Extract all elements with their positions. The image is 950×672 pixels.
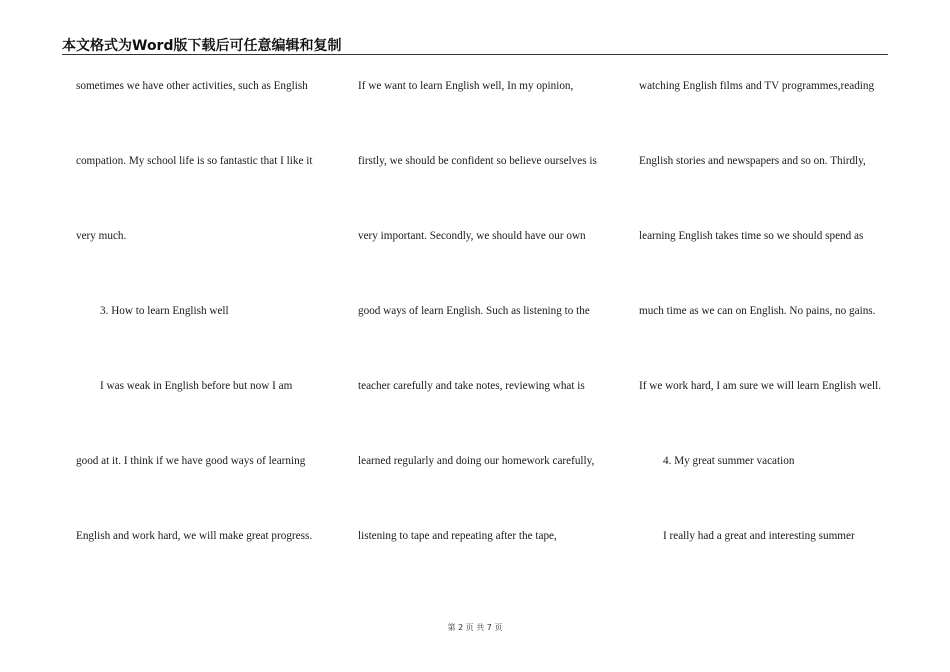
- text-line: If we want to learn English well, In my opinion,: [358, 80, 574, 92]
- text-line: learned regularly and doing our homework carefully,: [358, 455, 595, 467]
- text-line: good at it. I think if we have good ways of learning: [76, 455, 306, 467]
- page-header-title: 本文格式为Word版下载后可任意编辑和复制: [62, 38, 342, 54]
- text-line: good ways of learn English. Such as listening to the: [358, 305, 590, 317]
- text-line: listening to tape and repeating after the tape,: [358, 530, 557, 542]
- text-column-2: [358, 78, 613, 603]
- text-line: learning English takes time so we should spend as: [639, 230, 864, 242]
- text-line: compation. My school life is so fantastic that I like it: [76, 155, 313, 167]
- text-line: English stories and newspapers and so on. Thirdly,: [639, 155, 866, 167]
- text-column-3: [639, 78, 894, 603]
- text-line: very important. Secondly, we should have our own: [358, 230, 586, 242]
- text-line: If we work hard, I am sure we will learn English well.: [639, 380, 882, 392]
- page-number-footer: 第 2 页 共 7 页: [447, 623, 503, 632]
- text-line: very much.: [76, 230, 127, 242]
- text-line: watching English films and TV programmes,reading: [639, 80, 875, 92]
- page-header: [62, 33, 888, 55]
- paragraph-start-line: I really had a great and interesting summer: [663, 530, 855, 542]
- paragraph-start-line: I was weak in English before but now I am: [100, 380, 293, 392]
- text-line: much time as we can on English. No pains, no gains.: [639, 305, 876, 317]
- text-column-1: [76, 78, 331, 603]
- text-line: firstly, we should be confident so believe ourselves is: [358, 155, 597, 167]
- section-heading: 3. How to learn English well: [100, 305, 229, 317]
- text-line: teacher carefully and take notes, reviewing what is: [358, 380, 585, 392]
- text-line: sometimes we have other activities, such as English: [76, 80, 308, 92]
- section-heading: 4. My great summer vacation: [663, 455, 795, 467]
- text-line: English and work hard, we will make great progress.: [76, 530, 313, 542]
